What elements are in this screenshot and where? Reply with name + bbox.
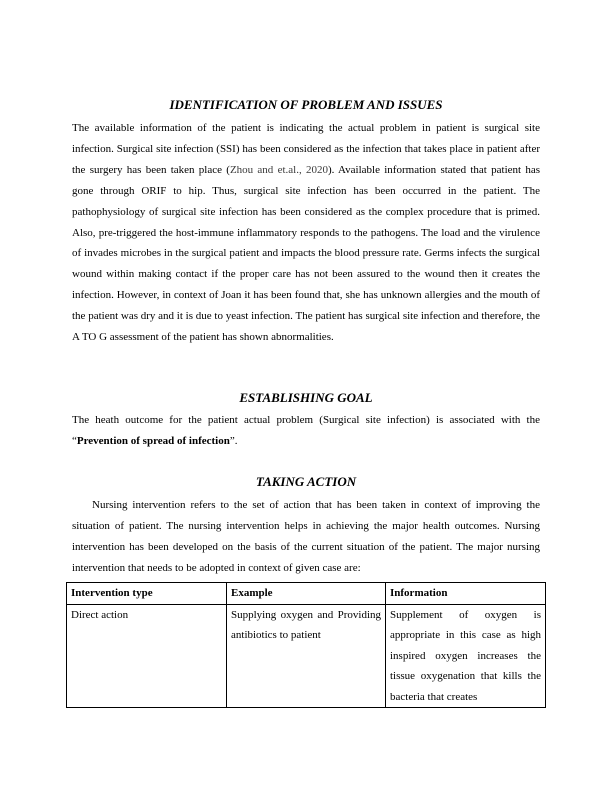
goal-bold: Prevention of spread of infection xyxy=(76,434,230,447)
intervention-table xyxy=(66,582,546,708)
header-intervention-type: Intervention type xyxy=(67,583,227,605)
table-header-row xyxy=(67,583,546,605)
paragraph-goal xyxy=(72,410,540,452)
paragraph-action: Nursing intervention refers to the set of action that has been taken in context of improving the situation of patient. The nursing intervention helps in achieving the major health outcomes. Nursing intervention has been developed on the basis of the current situation of the patient. The major nursing intervention that needs to be adopted in context of given case are: xyxy=(72,499,540,574)
header-information: Information xyxy=(386,583,546,605)
problem-text-2: ). Available information stated that patient has gone through ORIF to hip. Thus, surgical site infection has been occurred in the patient. The pathophysiology of surgical site infection has been considered as the complex procedure that is primed. Also, pre-triggered the host-immune inflammatory responds to the pathogens. The load and the virulence of invades microbes in the surgical patient and impacts the blood pressure rate. Germs infects the surgical wound within making contact if the proper care has not been assured to the wound then it creates the infection. However, in context of Joan it has been found that, she has unknown allergies and the mouth of the patient was dry and it is due to yeast infection. The patient has surgical site infection and therefore, the A TO G assessment of the patient has shown abnormalities. xyxy=(72,163,540,344)
cell-example: Supplying oxygen and Providing antibiotics to patient xyxy=(227,604,386,708)
table-row xyxy=(67,604,546,708)
heading-goal: ESTABLISHING GOAL xyxy=(239,390,373,405)
heading-problem: IDENTIFICATION OF PROBLEM AND ISSUES xyxy=(169,97,443,112)
header-example: Example xyxy=(227,583,386,605)
goal-text: The heath outcome for the patient actual problem (Surgical site infection) is associated with the “ xyxy=(72,414,540,447)
cell-intervention-type: Direct action xyxy=(67,604,227,708)
goal-end: ”. xyxy=(229,434,238,447)
paragraph-problem xyxy=(72,118,540,348)
citation: Zhou and et.al., 2020 xyxy=(229,163,328,176)
cell-information: Supplement of oxygen is appropriate in this case as high inspired oxygen increases the tissue oxygenation that kills the bacteria that creates xyxy=(386,604,546,708)
heading-action: TAKING ACTION xyxy=(255,474,357,489)
problem-text-1: The available information of the patient is indicating the actual problem in patient is surgical site infection. Surgical site infection (SSI) has been considered as the infection that takes place in patient after the surgery has been taken place ( xyxy=(72,122,540,176)
